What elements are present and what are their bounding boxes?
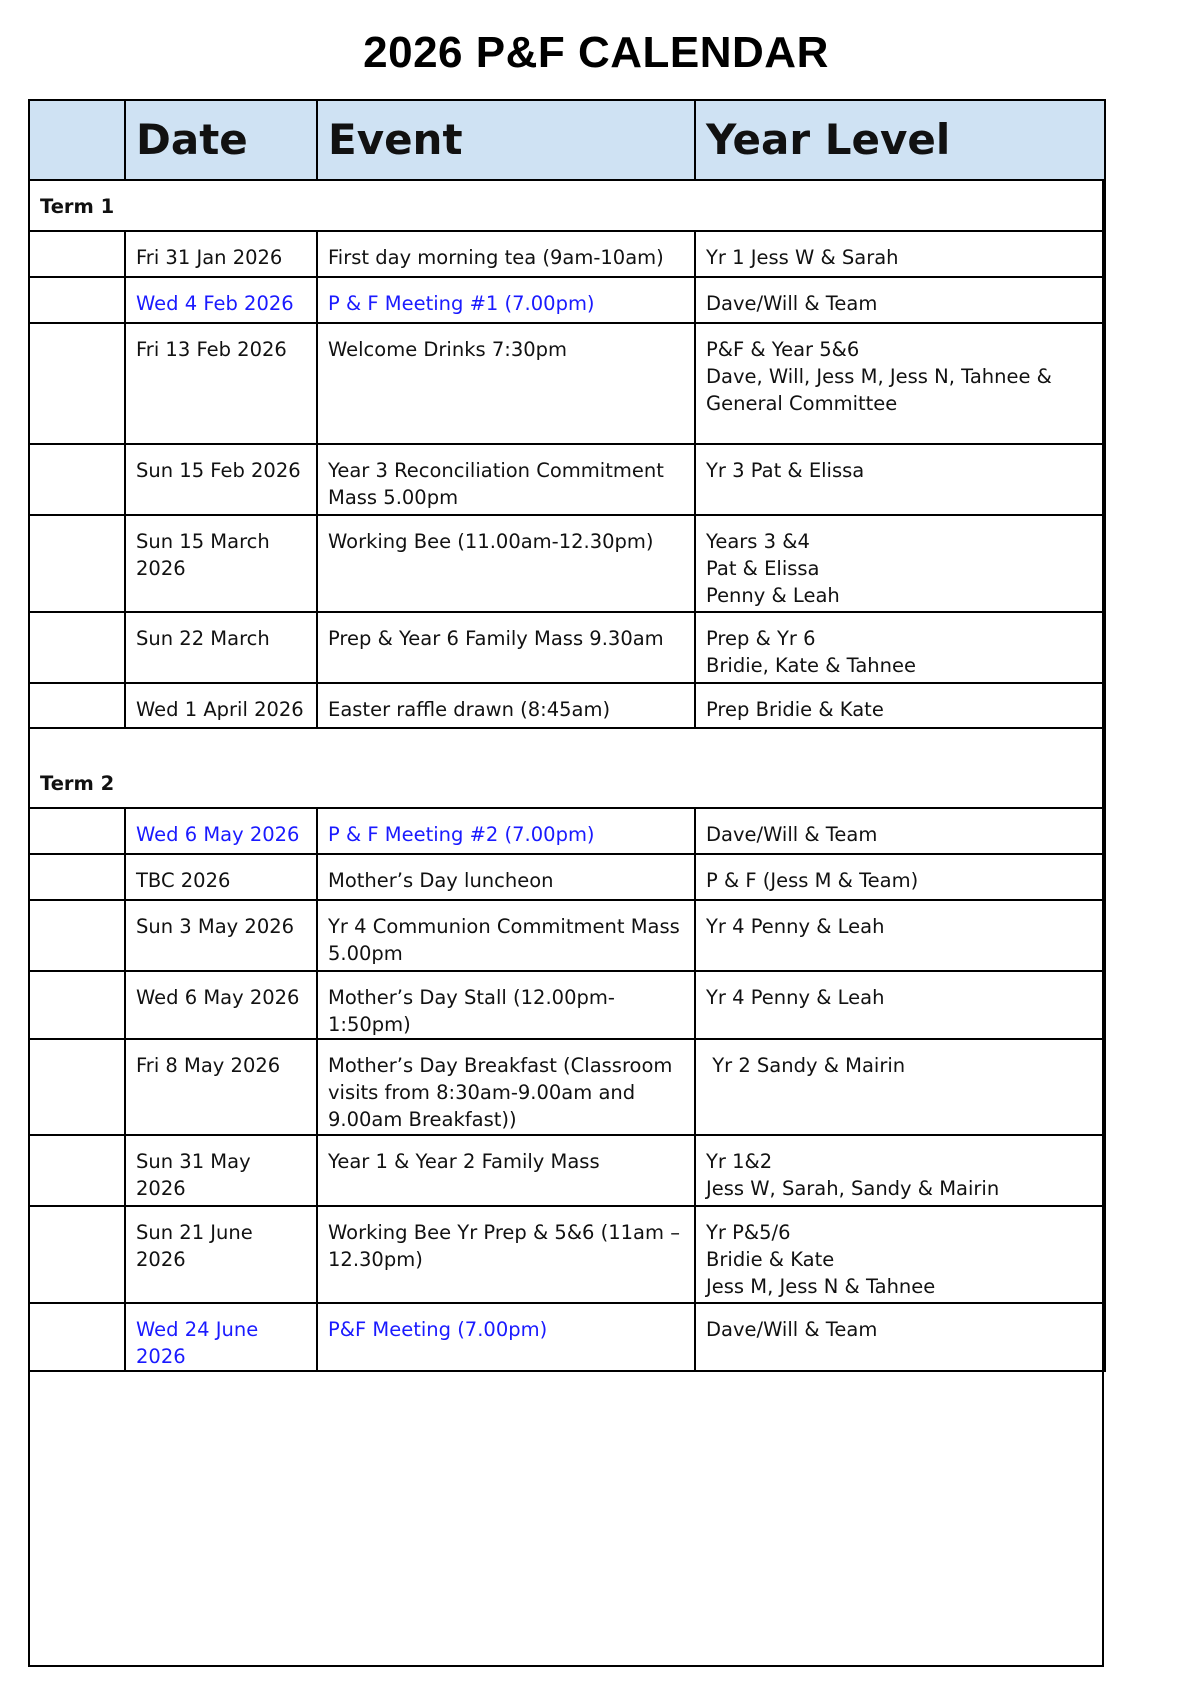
row-blank bbox=[29, 444, 125, 515]
year-level-line: Penny & Leah bbox=[706, 584, 840, 607]
row-blank bbox=[29, 1135, 125, 1206]
term-label: Term 1 bbox=[29, 180, 1105, 231]
row-event: P & F Meeting #1 (7.00pm) bbox=[317, 277, 695, 323]
term-label: Term 2 bbox=[29, 728, 1105, 808]
row-blank bbox=[29, 900, 125, 971]
table-row bbox=[29, 515, 1105, 612]
row-blank bbox=[29, 1303, 125, 1371]
year-level-line: Yr 4 Penny & Leah bbox=[706, 915, 885, 938]
year-level-line: Bridie, Kate & Tahnee bbox=[706, 654, 916, 677]
row-date: Sun 15 Feb 2026 bbox=[125, 444, 317, 515]
row-blank bbox=[29, 515, 125, 612]
row-date: Fri 8 May 2026 bbox=[125, 1039, 317, 1135]
row-blank bbox=[29, 323, 125, 444]
year-level-line: Years 3 &4 bbox=[706, 530, 810, 553]
calendar-table bbox=[28, 99, 1106, 1372]
row-date: Sun 31 May 2026 bbox=[125, 1135, 317, 1206]
row-blank bbox=[29, 1039, 125, 1135]
row-date: Fri 13 Feb 2026 bbox=[125, 323, 317, 444]
row-date: Wed 1 April 2026 bbox=[125, 683, 317, 728]
year-level-line: Bridie & Kate bbox=[706, 1248, 835, 1271]
table-row bbox=[29, 444, 1105, 515]
row-year-level bbox=[695, 900, 1105, 971]
row-event: Working Bee Yr Prep & 5&6 (11am – 12.30pm) bbox=[317, 1206, 695, 1303]
year-level-line: Yr 3 Pat & Elissa bbox=[706, 459, 865, 482]
row-event: Working Bee (11.00am-12.30pm) bbox=[317, 515, 695, 612]
row-event: Easter raffle drawn (8:45am) bbox=[317, 683, 695, 728]
row-year-level bbox=[695, 1303, 1105, 1371]
year-level-line: Dave, Will, Jess M, Jess N, Tahnee & General Committee bbox=[706, 365, 1052, 415]
year-level-line: Yr P&5/6 bbox=[706, 1221, 791, 1244]
row-year-level bbox=[695, 515, 1105, 612]
row-date: Sun 21 June 2026 bbox=[125, 1206, 317, 1303]
row-blank bbox=[29, 854, 125, 900]
year-level-line: Jess M, Jess N & Tahnee bbox=[706, 1275, 936, 1298]
table-row bbox=[29, 277, 1105, 323]
term-heading-row bbox=[29, 180, 1105, 231]
table-row bbox=[29, 612, 1105, 683]
row-date: Wed 24 June 2026 bbox=[125, 1303, 317, 1371]
row-year-level bbox=[695, 1206, 1105, 1303]
row-year-level bbox=[695, 683, 1105, 728]
row-event: Yr 4 Communion Commitment Mass 5.00pm bbox=[317, 900, 695, 971]
table-row bbox=[29, 231, 1105, 277]
row-event: Year 1 & Year 2 Family Mass bbox=[317, 1135, 695, 1206]
table-row bbox=[29, 323, 1105, 444]
row-event: Mother’s Day Breakfast (Classroom visits from 8:30am-9.00am and 9.00am Breakfast)) bbox=[317, 1039, 695, 1135]
row-year-level bbox=[695, 854, 1105, 900]
year-level-line: Prep & Yr 6 bbox=[706, 627, 816, 650]
row-blank bbox=[29, 231, 125, 277]
row-blank bbox=[29, 971, 125, 1039]
row-date: Sun 3 May 2026 bbox=[125, 900, 317, 971]
year-level-line: Yr 2 Sandy & Mairin bbox=[706, 1054, 906, 1077]
year-level-line: Prep Bridie & Kate bbox=[706, 698, 884, 721]
table-row bbox=[29, 971, 1105, 1039]
year-level-line: Dave/Will & Team bbox=[706, 292, 878, 315]
row-event: Year 3 Reconciliation Commitment Mass 5.00pm bbox=[317, 444, 695, 515]
row-date: Fri 31 Jan 2026 bbox=[125, 231, 317, 277]
header-date: Date bbox=[125, 100, 317, 180]
row-year-level bbox=[695, 612, 1105, 683]
year-level-line: Jess W, Sarah, Sandy & Mairin bbox=[706, 1177, 1000, 1200]
table-row bbox=[29, 1303, 1105, 1371]
table-row bbox=[29, 854, 1105, 900]
row-year-level bbox=[695, 971, 1105, 1039]
page-title: 2026 P&F CALENDAR bbox=[363, 28, 829, 77]
table-row bbox=[29, 1135, 1105, 1206]
row-event: Prep & Year 6 Family Mass 9.30am bbox=[317, 612, 695, 683]
row-event: First day morning tea (9am-10am) bbox=[317, 231, 695, 277]
year-level-line: P&F & Year 5&6 bbox=[706, 338, 860, 361]
row-year-level bbox=[695, 277, 1105, 323]
row-blank bbox=[29, 808, 125, 854]
row-year-level bbox=[695, 231, 1105, 277]
year-level-line: Yr 1 Jess W & Sarah bbox=[706, 246, 899, 269]
row-event: P & F Meeting #2 (7.00pm) bbox=[317, 808, 695, 854]
table-row bbox=[29, 683, 1105, 728]
row-date: Wed 6 May 2026 bbox=[125, 808, 317, 854]
row-event: Mother’s Day Stall (12.00pm- 1:50pm) bbox=[317, 971, 695, 1039]
header-year-level: Year Level bbox=[695, 100, 1105, 180]
year-level-line: P & F (Jess M & Team) bbox=[706, 869, 919, 892]
row-date: Sun 22 March bbox=[125, 612, 317, 683]
row-date: Wed 6 May 2026 bbox=[125, 971, 317, 1039]
row-date: TBC 2026 bbox=[125, 854, 317, 900]
row-blank bbox=[29, 683, 125, 728]
row-blank bbox=[29, 277, 125, 323]
header-row bbox=[29, 100, 1105, 180]
row-year-level bbox=[695, 1135, 1105, 1206]
year-level-line: Yr 4 Penny & Leah bbox=[706, 986, 885, 1009]
table-row bbox=[29, 808, 1105, 854]
year-level-line: Yr 1&2 bbox=[706, 1150, 773, 1173]
table-row bbox=[29, 1206, 1105, 1303]
row-date: Sun 15 March 2026 bbox=[125, 515, 317, 612]
table-row bbox=[29, 900, 1105, 971]
term-heading-row bbox=[29, 728, 1105, 808]
row-event: Mother’s Day luncheon bbox=[317, 854, 695, 900]
row-event: Welcome Drinks 7:30pm bbox=[317, 323, 695, 444]
row-year-level bbox=[695, 444, 1105, 515]
row-year-level bbox=[695, 323, 1105, 444]
row-year-level bbox=[695, 1039, 1105, 1135]
row-blank bbox=[29, 612, 125, 683]
header-event: Event bbox=[317, 100, 695, 180]
table-row bbox=[29, 1039, 1105, 1135]
year-level-line: Dave/Will & Team bbox=[706, 1318, 878, 1341]
year-level-line: Pat & Elissa bbox=[706, 557, 820, 580]
row-blank bbox=[29, 1206, 125, 1303]
row-date: Wed 4 Feb 2026 bbox=[125, 277, 317, 323]
year-level-line: Dave/Will & Team bbox=[706, 823, 878, 846]
row-year-level bbox=[695, 808, 1105, 854]
row-event: P&F Meeting (7.00pm) bbox=[317, 1303, 695, 1371]
header-blank bbox=[29, 100, 125, 180]
